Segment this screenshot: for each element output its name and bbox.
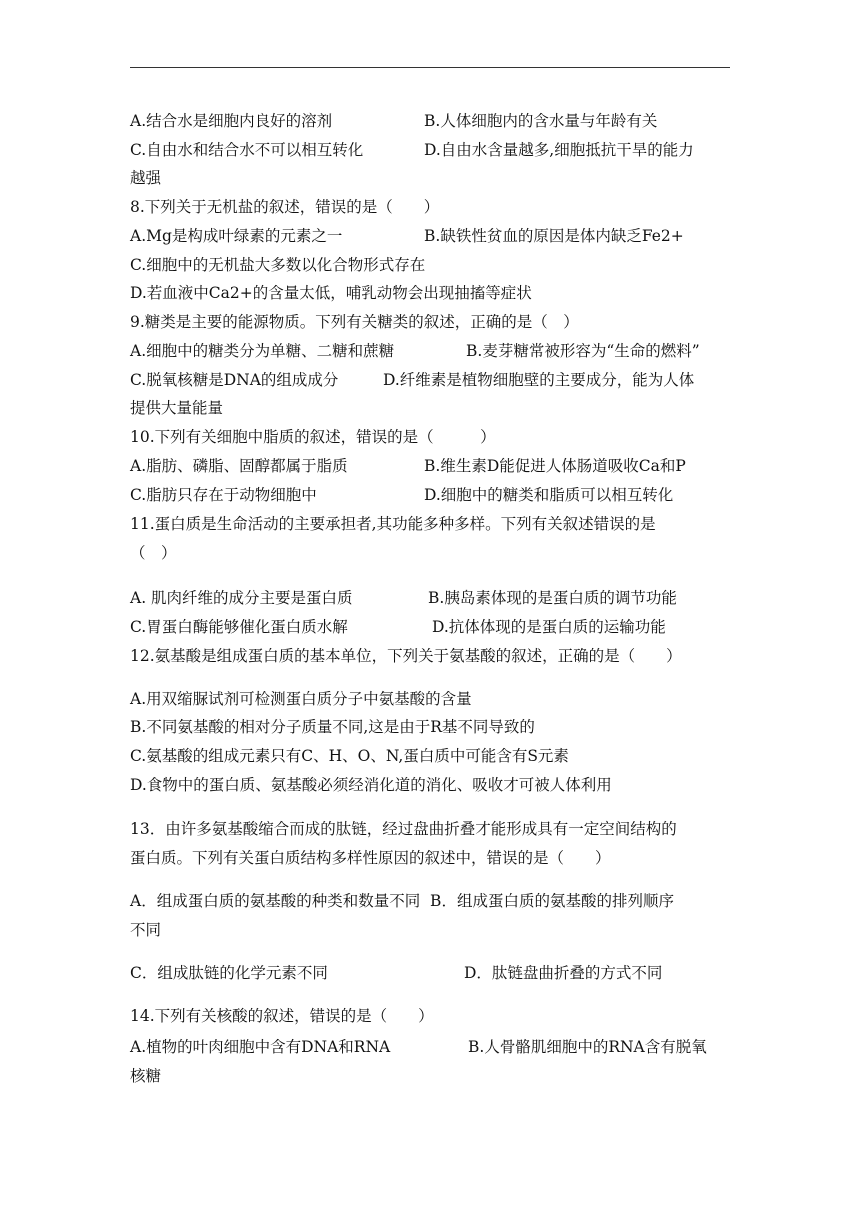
q13-option-d: D．肽链盘曲折叠的方式不同	[464, 964, 663, 982]
q10-option-b: B.维生素D能促进人体肠道吸收Ca和P	[424, 457, 686, 475]
q14-option-b-cont: 核糖	[130, 1067, 162, 1085]
header-rule	[130, 67, 730, 68]
q7-option-d-cont: 越强	[130, 169, 162, 187]
q8-stem: 8.下列关于无机盐的叙述，错误的是（ ）	[130, 198, 440, 216]
q7-option-d: D.自由水含量越多,细胞抵抗干旱的能力	[424, 141, 694, 159]
q10-option-d: D.细胞中的糖类和脂质可以相互转化	[424, 486, 674, 504]
q10-option-a: A.脂肪、磷脂、固醇都属于脂质	[130, 457, 348, 475]
q14-option-a: A.植物的叶肉细胞中含有DNA和RNA	[130, 1038, 391, 1056]
q7-option-c: C.自由水和结合水不可以相互转化	[130, 141, 364, 159]
q11-option-c: C.胃蛋白酶能够催化蛋白质水解	[130, 618, 348, 636]
q9-option-d: D.纤维素是植物细胞壁的主要成分，能为人体	[383, 371, 695, 389]
q12-option-d: D.食物中的蛋白质、氨基酸必须经消化道的消化、吸收才可被人体利用	[130, 776, 612, 794]
q9-option-d-cont: 提供大量能量	[130, 399, 224, 417]
q14-option-b: B.人骨骼肌细胞中的RNA含有脱氧	[468, 1038, 707, 1056]
q9-option-a: A.细胞中的糖类分为单糖、二糖和蔗糖	[130, 342, 395, 360]
q8-option-a: A.Mg是构成叶绿素的元素之一	[130, 227, 343, 245]
q7-option-b: B.人体细胞内的含水量与年龄有关	[424, 112, 658, 130]
q9-option-c: C.脱氧核糖是DNA的组成成分	[130, 371, 339, 389]
q11-option-d: D.抗体体现的是蛋白质的运输功能	[432, 618, 666, 636]
q12-option-b: B.不同氨基酸的相对分子质量不同,这是由于R基不同导致的	[130, 718, 535, 736]
q9-stem: 9.糖类是主要的能源物质。下列有关糖类的叙述，正确的是（ ）	[130, 313, 579, 331]
q9-option-b: B.麦芽糖常被形容为“生命的燃料”	[466, 342, 700, 360]
q13-option-c: C．组成肽链的化学元素不同	[130, 964, 328, 982]
q11-option-b: B.胰岛素体现的是蛋白质的调节功能	[428, 589, 677, 607]
q7-option-a: A.结合水是细胞内良好的溶剂	[130, 112, 333, 130]
q10-option-c: C.脂肪只存在于动物细胞中	[130, 486, 317, 504]
q13-option-b-cont: 不同	[130, 921, 162, 939]
q11-stem-cont: （ ）	[130, 544, 177, 562]
q12-option-c: C.氨基酸的组成元素只有C、H、O、N,蛋白质中可能含有S元素	[130, 747, 569, 765]
q12-option-a: A.用双缩脲试剂可检测蛋白质分子中氨基酸的含量	[130, 690, 472, 708]
q13-stem-cont: 蛋白质。下列有关蛋白质结构多样性原因的叙述中，错误的是（ ）	[130, 849, 611, 867]
q11-option-a: A. 肌肉纤维的成分主要是蛋白质	[130, 589, 353, 607]
q13-option-ab: A．组成蛋白质的氨基酸的种类和数量不同 B．组成蛋白质的氨基酸的排列顺序	[130, 892, 674, 910]
q13-stem: 13．由许多氨基酸缩合而成的肽链，经过盘曲折叠才能形成具有一定空间结构的	[130, 820, 677, 838]
q8-option-d: D.若血液中Ca2+的含量太低，哺乳动物会出现抽搐等症状	[130, 284, 532, 302]
q12-stem: 12.氨基酸是组成蛋白质的基本单位，下列关于氨基酸的叙述，正确的是（ ）	[130, 647, 682, 665]
q8-option-c: C.细胞中的无机盐大多数以化合物形式存在	[130, 256, 426, 274]
q11-stem: 11.蛋白质是生命活动的主要承担者,其功能多种多样。下列有关叙述错误的是	[130, 515, 656, 533]
q14-stem: 14.下列有关核酸的叙述，错误的是（ ）	[130, 1007, 434, 1025]
q10-stem: 10.下列有关细胞中脂质的叙述，错误的是（ ）	[130, 428, 496, 446]
q8-option-b: B.缺铁性贫血的原因是体内缺乏Fe2+	[424, 227, 684, 245]
